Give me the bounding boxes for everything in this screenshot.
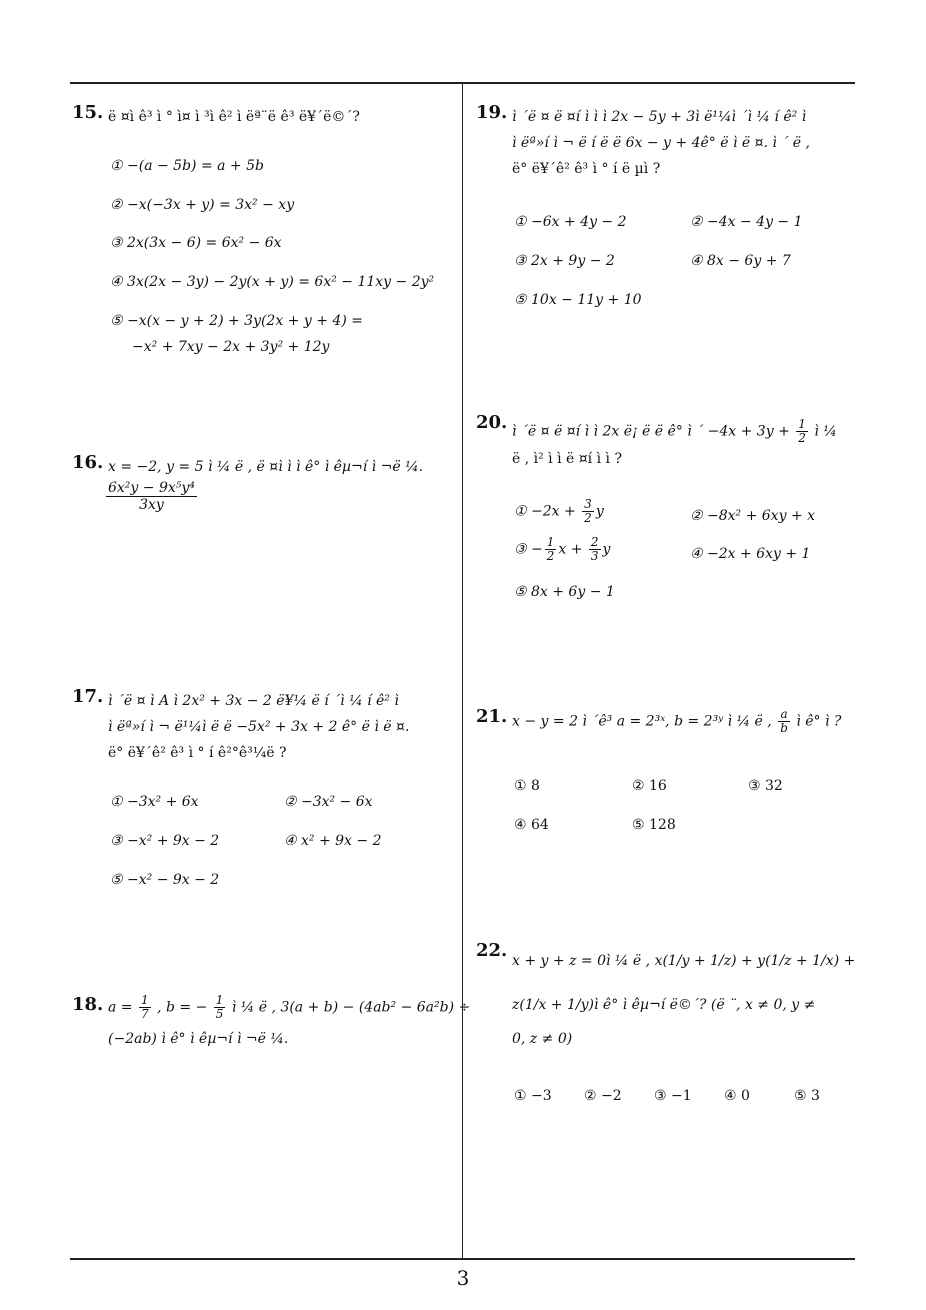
question-number: 22. bbox=[476, 940, 508, 961]
question-stem-line-2: ë , ì² ì ì ë ¤í ì ì ? bbox=[512, 451, 622, 467]
question-number: 15. bbox=[72, 102, 104, 123]
option-1[interactable]: ① −3 bbox=[514, 1088, 552, 1104]
option-2[interactable]: ② −3x² − 6x bbox=[284, 794, 373, 810]
option-2[interactable]: ② −2 bbox=[584, 1088, 622, 1104]
option-2[interactable]: ② 16 bbox=[632, 778, 667, 794]
question-number: 18. bbox=[72, 994, 104, 1015]
question-15 bbox=[72, 102, 457, 372]
question-number: 17. bbox=[72, 686, 104, 707]
option-4[interactable]: ④ −2x + 6xy + 1 bbox=[690, 546, 811, 562]
option-5[interactable]: ⑤ 8x + 6y − 1 bbox=[514, 584, 615, 600]
option-1[interactable]: ① −2x + $\frac{3}{2}$ y bbox=[514, 497, 604, 525]
option-3[interactable]: ③ 2x(3x − 6) = 6x² − 6x bbox=[110, 235, 282, 251]
option-1[interactable]: ① −3x² + 6x bbox=[110, 794, 199, 810]
option-2[interactable]: ② −x(−3x + y) = 3x² − xy bbox=[110, 197, 295, 213]
option-3[interactable]: ③ 2x + 9y − 2 bbox=[514, 253, 615, 269]
option-5[interactable]: ⑤ 3 bbox=[794, 1088, 820, 1104]
question-number: 19. bbox=[476, 102, 508, 123]
option-4[interactable]: ④ 8x − 6y + 7 bbox=[690, 253, 791, 269]
fraction-b: $\frac{1}{5}$ bbox=[215, 993, 224, 1021]
option-5[interactable]: ⑤ 10x − 11y + 10 bbox=[514, 292, 642, 308]
option-3[interactable]: ③ − $\frac{1}{2}$ x + $\frac{2}{3}$ y bbox=[514, 535, 611, 563]
question-stem: x = −2, y = 5 ì ¼ ë , ë ¤ì ì ì ê° ì êµ¬í ì ¬ë ¼. bbox=[108, 459, 424, 475]
question-stem-line-1: x + y + z = 0ì ¼ ë , x(1/y + 1/z) + y(1/z + 1/x) + bbox=[512, 953, 856, 969]
fraction-half: $\frac{1}{2}$ bbox=[798, 417, 806, 445]
question-22 bbox=[476, 940, 861, 1110]
question-19 bbox=[476, 102, 861, 312]
question-17 bbox=[72, 686, 457, 896]
option-4[interactable]: ④ 3x(2x − 3y) − 2y(x + y) = 6x² − 11xy − 2y² bbox=[110, 274, 435, 290]
question-stem: x − y = 2 ì ´ê³ a = 2³ˣ, b = 2³ʸ ì ¼ ë , $\frac{a}{b}$ ì ê° ì ? bbox=[512, 707, 842, 735]
option-5[interactable]: ⑤ −x² − 9x − 2 bbox=[110, 872, 220, 888]
stem-rest: ì ¼ ë , 3(a + b) − (4ab² − 6a²b) ÷ bbox=[231, 999, 471, 1016]
question-stem-line-3: 0, z ≠ 0) bbox=[512, 1031, 573, 1047]
question-stem-line-1 bbox=[512, 418, 837, 445]
option-1[interactable]: ① 8 bbox=[514, 778, 540, 794]
question-stem-line-1 bbox=[108, 994, 470, 1021]
stem-text: ì ´ë ¤ ë ¤í ì ì 2x ë¡ ë ë ê° ì ´ −4x + 3y + bbox=[512, 423, 790, 440]
a-equals: a = bbox=[108, 999, 133, 1016]
question-stem-line-2: ì ëª»í ì ¬ ë í ë ë 6x − y + 4ê° ë ì ë ¤. ì ´ ë , bbox=[512, 135, 810, 151]
fraction-a-over-b: $\frac{a}{b}$ bbox=[780, 707, 788, 735]
question-stem-line-1: ì ´ë ¤ ë ¤í ì ì ì 2x − 5y + 3ì ë¹¼ì ´ì ¼ í ê² ì bbox=[512, 109, 807, 125]
fraction-denominator: 3xy bbox=[139, 497, 164, 513]
question-20 bbox=[476, 412, 861, 612]
fraction-numerator: 6x²y − 9x⁵y⁴ bbox=[108, 480, 195, 496]
bottom-rule bbox=[70, 1258, 855, 1260]
page-number: 3 bbox=[456, 1266, 470, 1290]
question-stem: ë ¤ì ê³ ì ° ì¤ ì ³ì ê² ì ëª¨ë ê³ ë¥´ë©´? bbox=[108, 109, 360, 125]
option-2[interactable]: ② −4x − 4y − 1 bbox=[690, 214, 803, 230]
fraction-a: $\frac{1}{7}$ bbox=[140, 993, 149, 1021]
question-number: 21. bbox=[476, 706, 508, 727]
option-1[interactable]: ① −6x + 4y − 2 bbox=[514, 214, 627, 230]
option-1[interactable]: ① −(a − 5b) = a + 5b bbox=[110, 158, 264, 174]
question-stem-line-3: ë° ë¥´ê² ê³ ì ° í ê²°ê³¼ë ? bbox=[108, 745, 287, 761]
question-18 bbox=[72, 993, 471, 1054]
expression-fraction bbox=[106, 480, 197, 513]
option-4[interactable]: ④ 0 bbox=[724, 1088, 750, 1104]
question-stem-line-2: (−2ab) ì ê° ì êµ¬í ì ¬ë ¼. bbox=[108, 1031, 289, 1047]
option-3[interactable]: ③ −1 bbox=[654, 1088, 692, 1104]
option-4[interactable]: ④ x² + 9x − 2 bbox=[284, 833, 382, 849]
stem-text-end: ì ¼ bbox=[814, 423, 837, 440]
question-stem-line-3: ë° ë¥´ê² ê³ ì ° í ë µì ? bbox=[512, 161, 661, 177]
column-divider bbox=[462, 83, 463, 1258]
question-stem-line-1: ì ´ë ¤ ì A ì 2x² + 3x − 2 ë¥¼ ë í ´ì ¼ í ê² ì bbox=[108, 693, 399, 709]
question-21 bbox=[476, 706, 861, 836]
option-3[interactable]: ③ −x² + 9x − 2 bbox=[110, 833, 220, 849]
option-3[interactable]: ③ 32 bbox=[748, 778, 783, 794]
question-number: 16. bbox=[72, 452, 104, 473]
question-stem-line-2: ì ëª»í ì ¬ ë¹¼ì ë ë −5x² + 3x + 2 ê° ë ì ë ¤. bbox=[108, 719, 410, 735]
option-5[interactable]: ⑤ −x(x − y + 2) + 3y(2x + y + 4) = bbox=[110, 313, 363, 329]
option-5[interactable]: ⑤ 128 bbox=[632, 817, 676, 833]
b-equals: , b = − bbox=[157, 999, 208, 1016]
question-number: 20. bbox=[476, 412, 508, 433]
question-16 bbox=[72, 452, 457, 532]
option-4[interactable]: ④ 64 bbox=[514, 817, 549, 833]
option-5-continued: −x² + 7xy − 2x + 3y² + 12y bbox=[132, 339, 330, 355]
question-stem-line-2: z(1/x + 1/y)ì ê° ì êµ¬í ë©´? (ë ¨, x ≠ 0, y ≠ bbox=[512, 997, 816, 1013]
option-2[interactable]: ② −8x² + 6xy + x bbox=[690, 508, 816, 524]
